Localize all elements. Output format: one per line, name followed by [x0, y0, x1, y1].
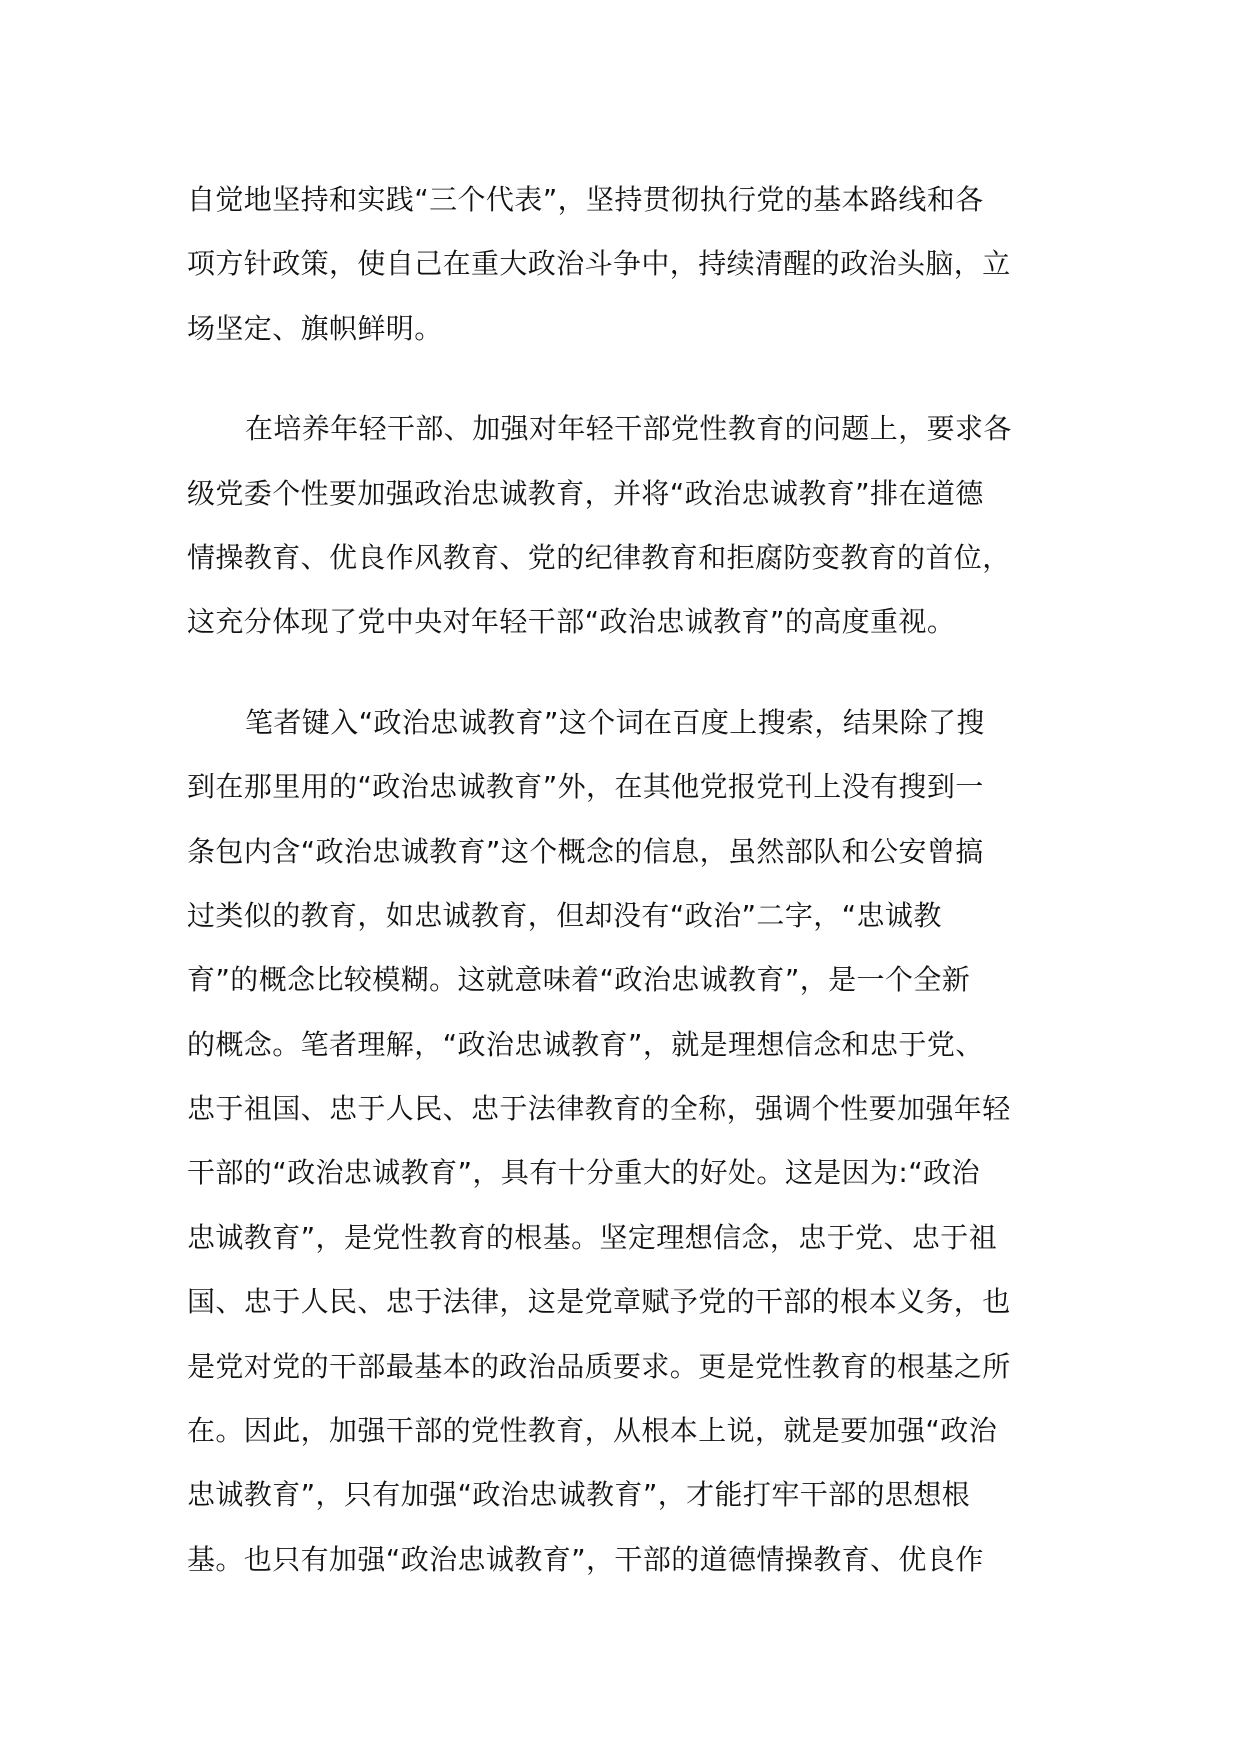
text-line: 情操教育、优良作风教育、党的纪律教育和拒腐防变教育的首位， [187, 540, 1011, 574]
text-line: 这充分体现了党中央对年轻干部“政治忠诚教育”的高度重视。 [187, 605, 956, 639]
text-line: 在。因此，加强干部的党性教育，从根本上说，就是要加强“政治 [187, 1414, 998, 1448]
text-line: 忠诚教育”，是党性教育的根基。坚定理想信念，忠于党、忠于祖 [187, 1220, 998, 1254]
paragraph-3 [187, 691, 1057, 1592]
paragraph-1 [187, 168, 1057, 361]
text-line: 忠诚教育”，只有加强“政治忠诚教育”，才能打牢干部的思想根 [187, 1478, 971, 1512]
document-body [187, 168, 1057, 1628]
text-line: 条包内含“政治忠诚教育”这个概念的信息，虽然部队和公安曾搞 [187, 834, 984, 868]
text-line: 是党对党的干部最基本的政治品质要求。更是党性教育的根基之所 [187, 1349, 1011, 1383]
text-line: 笔者键入“政治忠诚教育”这个词在百度上搜索，结果除了搜 [245, 705, 985, 739]
text-line: 育”的概念比较模糊。这就意味着“政治忠诚教育”，是一个全新 [187, 963, 971, 997]
text-line: 项方针政策，使自己在重大政治斗争中，持续清醒的政治头脑，立 [187, 247, 1011, 281]
text-line: 干部的“政治忠诚教育”，具有十分重大的好处。这是因为:“政治 [187, 1156, 980, 1190]
text-line: 国、忠于人民、忠于法律，这是党章赋予党的干部的根本义务，也 [187, 1285, 1011, 1319]
text-line: 到在那里用的“政治忠诚教育”外，在其他党报党刊上没有搜到一 [187, 770, 984, 804]
paragraph-2 [187, 397, 1057, 655]
text-line: 级党委个性要加强政治忠诚教育，并将“政治忠诚教育”排在道德 [187, 476, 984, 510]
text-line: 忠于祖国、忠于人民、忠于法律教育的全称，强调个性要加强年轻 [187, 1092, 1011, 1126]
text-line: 场坚定、旗帜鲜明。 [187, 311, 443, 345]
text-line: 自觉地坚持和实践“三个代表”，坚持贯彻执行党的基本路线和各 [187, 183, 984, 216]
text-line: 基。也只有加强“政治忠诚教育”，干部的道德情操教育、优良作 [187, 1542, 984, 1576]
text-line: 的概念。笔者理解，“政治忠诚教育”，就是理想信念和忠于党、 [187, 1027, 984, 1061]
text-line: 过类似的教育，如忠诚教育，但却没有“政治”二字，“忠诚教 [187, 898, 942, 932]
text-line: 在培养年轻干部、加强对年轻干部党性教育的问题上，要求各 [245, 412, 1012, 446]
